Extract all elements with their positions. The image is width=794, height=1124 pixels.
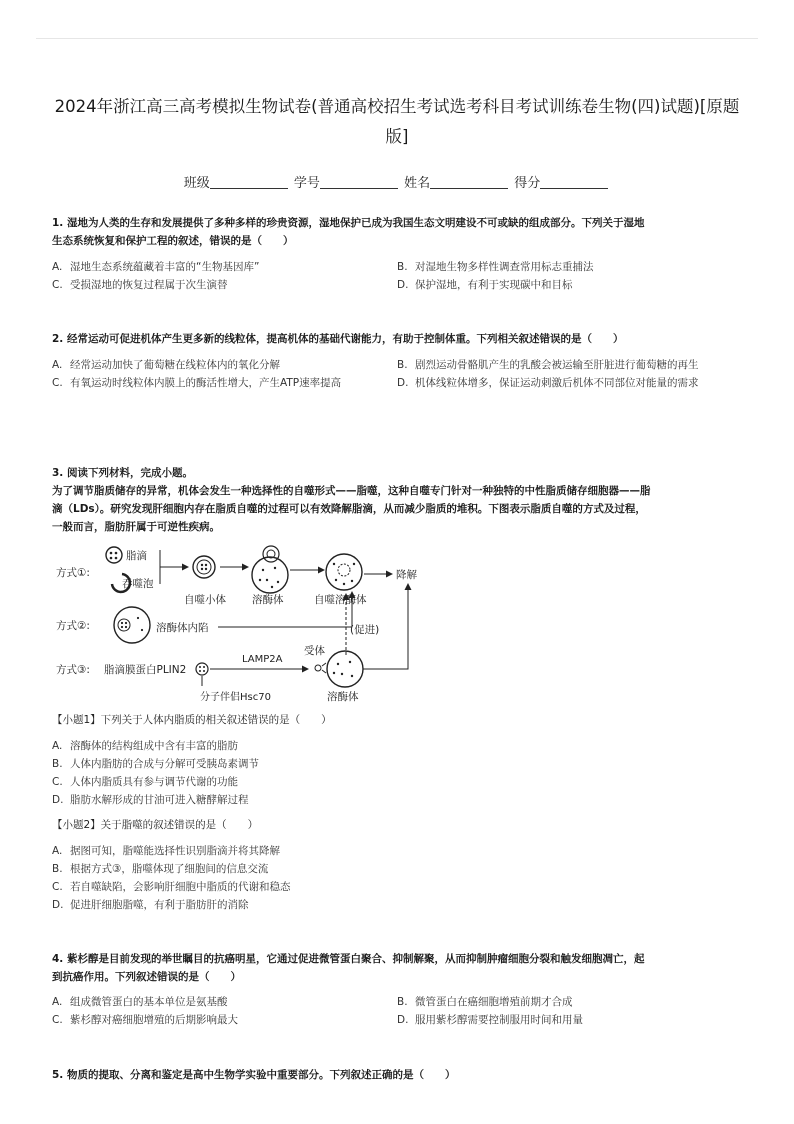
q4-option-b[interactable] (397, 993, 742, 1011)
score-label: 得分 (514, 176, 541, 191)
option-key: D. (397, 377, 409, 389)
option-key: B. (397, 996, 408, 1008)
promote-label: (促进) (350, 624, 380, 636)
q2-option-a[interactable] (52, 356, 397, 374)
option-key: C. (52, 1014, 63, 1026)
question-4-line-1: 4. 紫杉醇是目前发现的举世瞩目的抗癌明星，它通过促进微管蛋白聚合、抑制解聚，从而抑制肿瘤细胞分裂和触发细胞凋亡，起 (52, 953, 645, 965)
option-key: A. (52, 845, 63, 857)
receptor-icon (315, 663, 326, 673)
question-3-line-2: 为了调节脂质储存的异常，机体会发生一种选择性的自噬形式——脂噬，这种自噬专门针对一种独特的中性脂质储存细胞器——脂 (52, 485, 651, 497)
option-key: B. (397, 261, 408, 273)
lysosome-invagination-label: 溶酶体内陷 (156, 622, 209, 634)
question-5-stem (52, 1066, 754, 1084)
class-blank[interactable] (210, 175, 288, 189)
option-key: B. (52, 863, 63, 875)
lysosome-mode3-label: 溶酶体 (327, 691, 359, 703)
q2-option-d[interactable] (397, 374, 742, 392)
question-3-line-1: 3. 阅读下列材料，完成小题。 (52, 467, 193, 479)
question-4-options (52, 993, 752, 1029)
autophagosome-label: 自噬小体 (184, 594, 226, 606)
page-title (40, 92, 754, 152)
lysosome-mode3-icon (327, 651, 363, 687)
question-3-stem (52, 464, 754, 536)
q4-option-a[interactable] (52, 993, 397, 1011)
option-text: 溶酶体的结构组成中含有丰富的脂肪 (70, 740, 238, 752)
option-text: 服用紫杉醇需要控制服用时间和用量 (415, 1014, 583, 1026)
question-5-line-1: 5. 物质的提取、分离和鉴定是高中生物学实验中重要部分。下列叙述正确的是（ ） (52, 1069, 456, 1081)
title-line-2: 版] (385, 127, 409, 146)
option-key: A. (52, 359, 63, 371)
sub2-option-b[interactable] (52, 860, 291, 878)
option-key: B. (52, 758, 63, 770)
mode-1-label: 方式①: (56, 567, 90, 579)
option-text: 若自噬缺陷，会影响肝细胞中脂质的代谢和稳态 (70, 881, 291, 893)
option-text: 人体内脂肪的合成与分解可受胰岛素调节 (70, 758, 259, 770)
question-3-line-4: 一般而言，脂肪肝属于可逆性疾病。 (52, 521, 220, 533)
autophagosome-icon (193, 556, 215, 578)
option-text: 微管蛋白在癌细胞增殖前期才合成 (415, 996, 573, 1008)
student-number-label: 学号 (293, 176, 320, 191)
lipophagy-diagram (52, 540, 432, 708)
option-text: 对湿地生物多样性调查常用标志重捕法 (415, 261, 594, 273)
q1-option-c[interactable] (52, 276, 397, 294)
question-3-line-3: 滴（LDs）。研究发现肝细胞内存在脂质自噬的过程可以有效降解脂滴，从而减少脂质的堆积。下图表示脂质自噬的方式及过程， (52, 503, 646, 515)
student-info-fields (0, 172, 794, 191)
mode-2-label: 方式②: (56, 620, 90, 632)
question-1-options (52, 258, 752, 294)
plin2-droplet-icon (196, 663, 208, 675)
question-1-line-2: 生态系统恢复和保护工程的叙述，错误的是（ ） (52, 235, 294, 247)
option-text: 湿地生态系统蕴藏着丰富的“生物基因库” (70, 261, 260, 273)
option-text: 保护湿地，有利于实现碳中和目标 (415, 279, 573, 291)
option-text: 经常运动加快了葡萄糖在线粒体内的氧化分解 (70, 359, 280, 371)
q2-option-c[interactable] (52, 374, 397, 392)
sub1-option-b[interactable] (52, 755, 259, 773)
question-1-line-1: 1. 湿地为人类的生存和发展提供了多种多样的珍贵资源，湿地保护已成为我国生态文明建设不可或缺的组成部分。下列关于湿地 (52, 217, 645, 229)
question-4-line-2: 到抗癌作用。下列叙述错误的是（ ） (52, 971, 241, 983)
name-label: 姓名 (404, 176, 431, 191)
sub1-option-d[interactable] (52, 791, 259, 809)
option-text: 据图可知，脂噬能选择性识别脂滴并将其降解 (70, 845, 280, 857)
plin2-label: 脂滴膜蛋白PLIN2 (104, 664, 187, 676)
option-text: 脂肪水解形成的甘油可进入糖酵解过程 (70, 794, 249, 806)
q4-option-c[interactable] (52, 1011, 397, 1029)
mode-3-label: 方式③: (56, 664, 90, 676)
sub2-option-a[interactable] (52, 842, 291, 860)
phagophore-label: 吞噬泡 (122, 578, 154, 590)
lipid-droplet-icon (106, 547, 122, 563)
title-line-1: 2024年浙江高三高考模拟生物试卷(普通高校招生考试选考科目考试训练卷生物(四)试题)[原题 (54, 97, 740, 116)
option-key: C. (52, 881, 63, 893)
option-key: D. (397, 1014, 409, 1026)
option-text: 紫杉醇对癌细胞增殖的后期影响最大 (70, 1014, 238, 1026)
option-text: 根据方式③，脂噬体现了细胞间的信息交流 (70, 863, 269, 875)
name-blank[interactable] (430, 175, 508, 189)
question-2-stem (52, 330, 754, 348)
option-text: 人体内脂质具有参与调节代谢的功能 (70, 776, 238, 788)
q1-option-b[interactable] (397, 258, 742, 276)
degradation-label: 降解 (396, 569, 417, 581)
subquestion-2-stem: 【小题2】关于脂噬的叙述错误的是（ ） (52, 819, 259, 831)
lysosome-invagination-icon (114, 607, 150, 643)
option-key: C. (52, 377, 63, 389)
subquestion-1-stem: 【小题1】下列关于人体内脂质的相关叙述错误的是（ ） (52, 714, 332, 726)
question-2-options (52, 356, 752, 392)
autolysosome-icon (326, 554, 362, 590)
option-key: A. (52, 740, 63, 752)
option-key: D. (52, 899, 64, 911)
option-key: D. (397, 279, 409, 291)
autolysosome-label: 自噬溶酶体 (314, 594, 367, 606)
lipid-droplet-label: 脂滴 (126, 550, 147, 562)
sub2-option-d[interactable] (52, 896, 291, 914)
q4-option-d[interactable] (397, 1011, 742, 1029)
option-text: 组成微管蛋白的基本单位是氨基酸 (70, 996, 228, 1008)
lysosome-icon (252, 546, 288, 593)
question-1-stem (52, 214, 754, 250)
option-key: C. (52, 279, 63, 291)
sub1-option-a[interactable] (52, 737, 259, 755)
lamp2a-label: LAMP2A (242, 654, 283, 665)
top-divider (36, 38, 758, 39)
q1-option-a[interactable] (52, 258, 397, 276)
subquestion-2-options (52, 842, 291, 914)
class-label: 班级 (183, 176, 210, 191)
option-key: C. (52, 776, 63, 788)
option-text: 受损湿地的恢复过程属于次生演替 (70, 279, 228, 291)
subquestion-1-options (52, 737, 259, 809)
q2-option-b[interactable] (397, 356, 742, 374)
option-text: 有氧运动时线粒体内膜上的酶活性增大，产生ATP速率提高 (70, 377, 342, 389)
chaperone-label: 分子伴侣Hsc70 (200, 692, 271, 703)
option-text: 剧烈运动骨骼肌产生的乳酸会被运输至肝脏进行葡萄糖的再生 (415, 359, 699, 371)
sub2-option-c[interactable] (52, 878, 291, 896)
receptor-label: 受体 (304, 645, 325, 657)
question-2-line-1: 2. 经常运动可促进机体产生更多新的线粒体，提高机体的基础代谢能力，有助于控制体重。下列相关叙述错误的是（ ） (52, 333, 624, 345)
question-4-stem (52, 950, 754, 986)
score-blank[interactable] (540, 175, 608, 189)
option-text: 促进肝细胞脂噬，有利于脂肪肝的消除 (70, 899, 249, 911)
lysosome-label: 溶酶体 (252, 594, 284, 606)
option-key: D. (52, 794, 64, 806)
option-text: 机体线粒体增多，保证运动刺激后机体不同部位对能量的需求 (415, 377, 699, 389)
sub1-option-c[interactable] (52, 773, 259, 791)
option-key: A. (52, 261, 63, 273)
student-number-blank[interactable] (320, 175, 398, 189)
q1-option-d[interactable] (397, 276, 742, 294)
option-key: B. (397, 359, 408, 371)
option-key: A. (52, 996, 63, 1008)
